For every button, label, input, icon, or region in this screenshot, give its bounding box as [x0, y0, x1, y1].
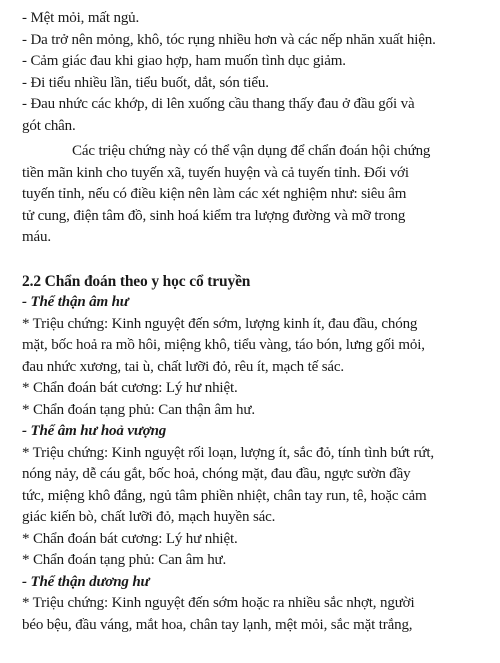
paragraph-line: tử cung, điện tâm đồ, sinh hoá kiểm tra lượng đường và mỡ trong: [22, 207, 406, 224]
type-line: * Triệu chứng: Kinh nguyệt đến sớm hoặc ra nhiều sắc nhợt, người: [22, 595, 415, 611]
list-item: - Cảm giác đau khi giao hợp, ham muốn tình dục giảm.: [22, 53, 346, 69]
list-item: - Da trở nên mỏng, khô, tóc rụng nhiều hơn và các nếp nhăn xuất hiện.: [22, 31, 436, 48]
type-title: - Thể âm hư hoả vượng: [22, 423, 167, 439]
type-line: nóng nảy, dễ cáu gắt, bốc hoả, chóng mặt, đau đầu, ngực sườn đầy: [22, 466, 411, 482]
type-section: [22, 292, 482, 421]
type-line: tức, miệng khô đắng, ngủ tâm phiền nhiệt, chân tay run, tê, hoặc cảm: [22, 487, 427, 504]
list-item-continuation: gót chân.: [22, 117, 76, 134]
section-heading: 2.2 Chẩn đoán theo y học cổ truyền: [22, 272, 251, 290]
symptoms-list: [22, 8, 482, 137]
type-line: béo bệu, đầu váng, mắt hoa, chân tay lạnh, mệt mỏi, sắc mặt trắng,: [22, 616, 413, 633]
type-line: * Chẩn đoán bát cương: Lý hư nhiệt.: [22, 380, 238, 396]
type-section: [22, 421, 482, 572]
type-title: - Thể thận âm hư: [22, 294, 129, 310]
type-line: mặt, bốc hoả ra mồ hôi, miệng khô, tiểu vàng, táo bón, lưng gối mỏi,: [22, 337, 425, 353]
type-line: đau nhức xương, tai ù, chất lưỡi đỏ, rêu ít, mạch tế sác.: [22, 358, 345, 375]
type-line: * Chẩn đoán tạng phủ: Can âm hư.: [22, 552, 227, 568]
type-line: * Triệu chứng: Kinh nguyệt rối loạn, lượng ít, sắc đỏ, tính tình bứt rứt,: [22, 444, 434, 461]
paragraph-line: tuyến tỉnh, nếu có điều kiện nên làm các xét nghiệm như: siêu âm: [22, 186, 407, 202]
paragraph-line: máu.: [22, 229, 51, 245]
list-item: - Mệt mỏi, mất ngủ.: [22, 10, 140, 26]
type-section: [22, 572, 482, 637]
type-title: - Thể thận dương hư: [22, 573, 150, 590]
diagnosis-paragraph: [22, 141, 482, 249]
type-line: * Chẩn đoán bát cương: Lý hư nhiệt.: [22, 530, 238, 547]
type-line: giác kiến bò, chất lưỡi đỏ, mạch huyền sác.: [22, 509, 276, 525]
list-item: - Đi tiểu nhiều lần, tiểu buốt, dắt, són tiểu.: [22, 74, 269, 91]
type-line: * Triệu chứng: Kinh nguyệt đến sớm, lượng kinh ít, đau đầu, chóng: [22, 315, 418, 332]
paragraph-line: Các triệu chứng này có thể vận dụng để chẩn đoán hội chứng: [72, 143, 431, 159]
type-line: * Chẩn đoán tạng phủ: Can thận âm hư.: [22, 401, 255, 418]
list-item: - Đau nhức các khớp, di lên xuống cầu thang thấy đau ở đầu gối và: [22, 96, 415, 112]
paragraph-line: tiền mãn kinh cho tuyến xã, tuyến huyện và cả tuyến tỉnh. Đối với: [22, 164, 409, 181]
